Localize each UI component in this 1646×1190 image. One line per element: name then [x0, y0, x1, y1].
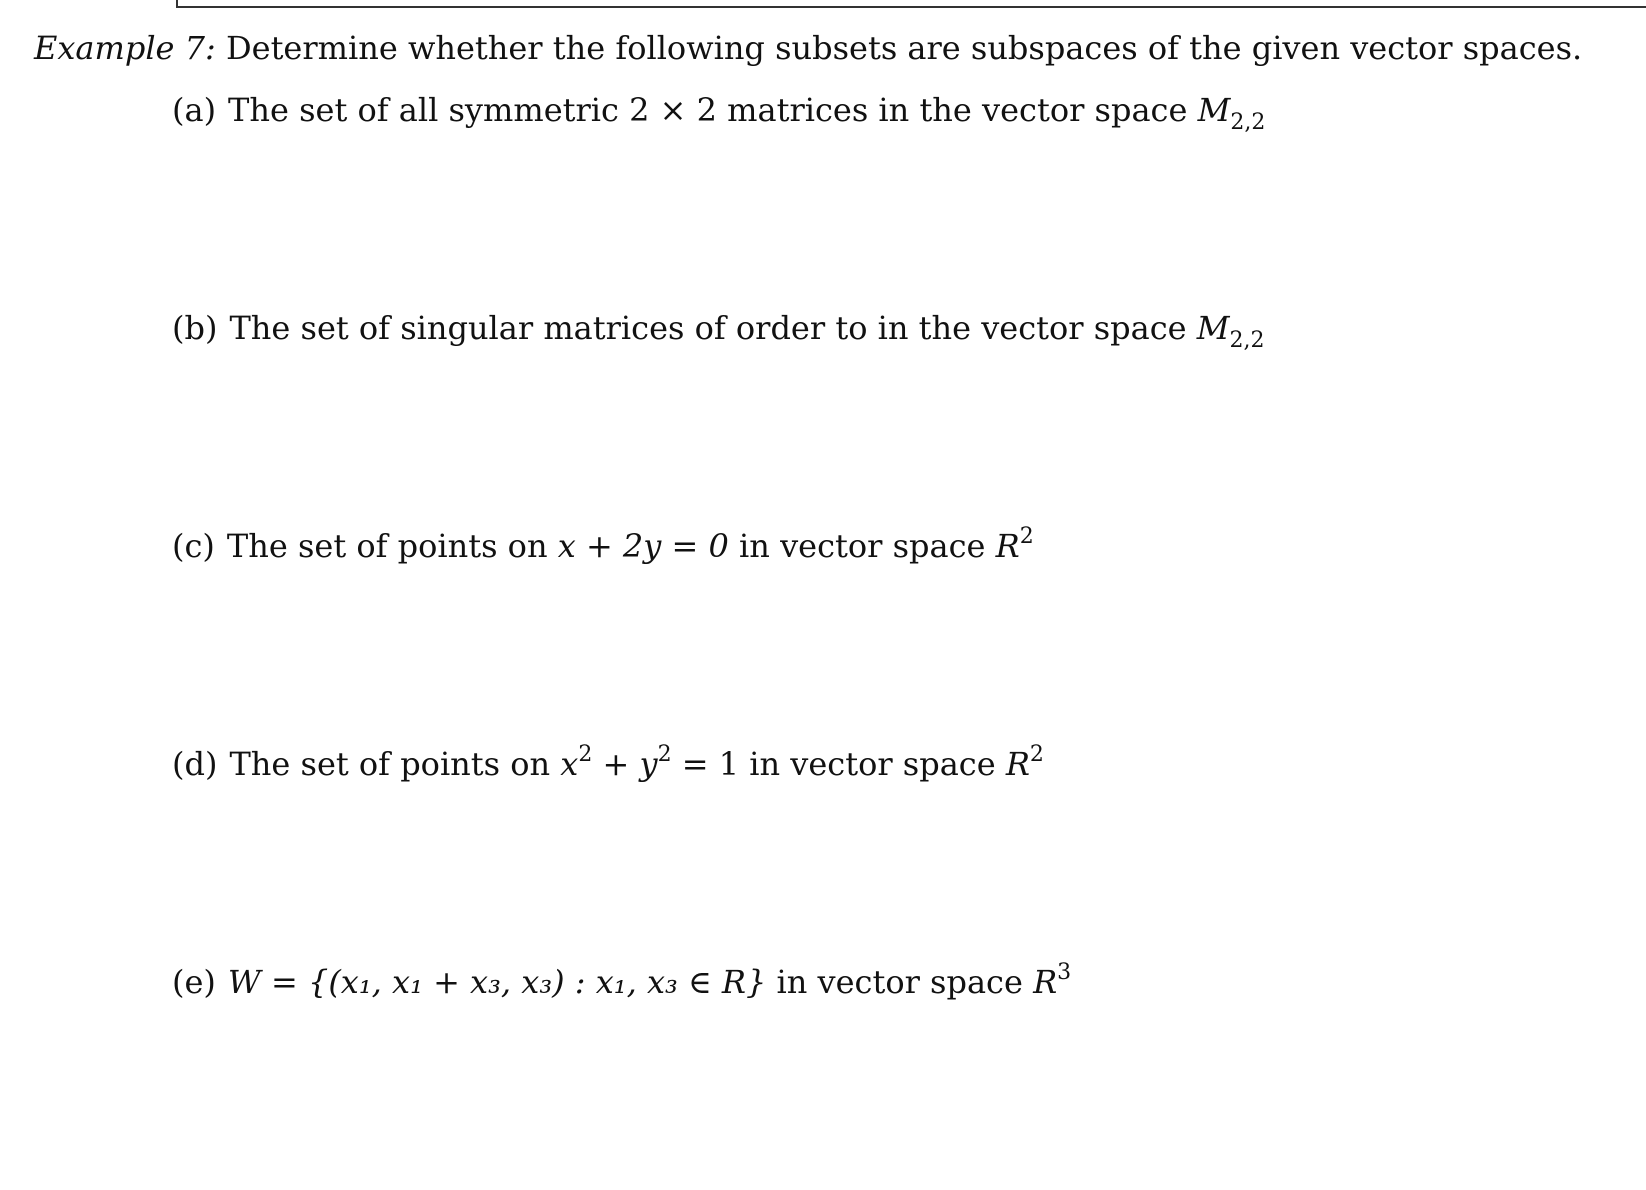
item-b-math-sub: 2,2 [1229, 328, 1265, 353]
item-d-eq-x: x [560, 745, 579, 783]
item-d-math-var: R [1005, 745, 1030, 783]
item-d-eq-y: y [639, 745, 658, 783]
item-c-prefix: (c) [172, 527, 215, 565]
question-item-e [172, 962, 1071, 1002]
item-d-eq-y-sup: 2 [657, 742, 672, 767]
item-d-math-sup: 2 [1029, 742, 1044, 767]
question-item-d [172, 744, 1044, 784]
example-label: Example 7: [34, 29, 216, 67]
top-border-rule [176, 0, 1646, 8]
item-c-text: The set of points on [226, 527, 558, 565]
example-heading [34, 28, 1582, 68]
item-a-text: The set of all symmetric 2 × 2 matrices in the vector space [228, 91, 1198, 129]
item-a-prefix: (a) [172, 91, 217, 129]
item-e-text2: in vector space [766, 963, 1034, 1001]
item-b-text: The set of singular matrices of order to in the vector space [229, 309, 1197, 347]
question-item-a [172, 90, 1266, 135]
item-b-math-var: M [1196, 309, 1230, 347]
item-d-prefix: (d) [172, 745, 218, 783]
item-c-text2: in vector space [728, 527, 996, 565]
item-a-math-var: M [1197, 91, 1231, 129]
item-e-math-sup: 3 [1057, 960, 1072, 985]
item-e-math-var: R [1033, 963, 1058, 1001]
question-item-c [172, 526, 1034, 566]
item-c-math-var: R [995, 527, 1020, 565]
item-c-math-sup: 2 [1019, 524, 1034, 549]
item-d-eq-x-sup: 2 [578, 742, 593, 767]
item-a-math-sub: 2,2 [1230, 110, 1266, 135]
item-c-equation: x + 2y = 0 [557, 527, 729, 565]
question-item-b [172, 308, 1265, 353]
item-d-text2: in vector space [739, 745, 1006, 783]
item-d-text: The set of points on [229, 745, 561, 783]
item-d-eq-plus: + [592, 745, 640, 783]
item-e-prefix: (e) [172, 963, 216, 1001]
item-b-prefix: (b) [172, 309, 218, 347]
item-e-set-expression: W = {(x₁, x₁ + x₃, x₃) : x₁, x₃ ∈ R} [227, 963, 767, 1001]
example-instruction: Determine whether the following subsets are subspaces of the given vector spaces. [225, 29, 1583, 67]
item-d-eq-rest: = 1 [671, 745, 740, 783]
